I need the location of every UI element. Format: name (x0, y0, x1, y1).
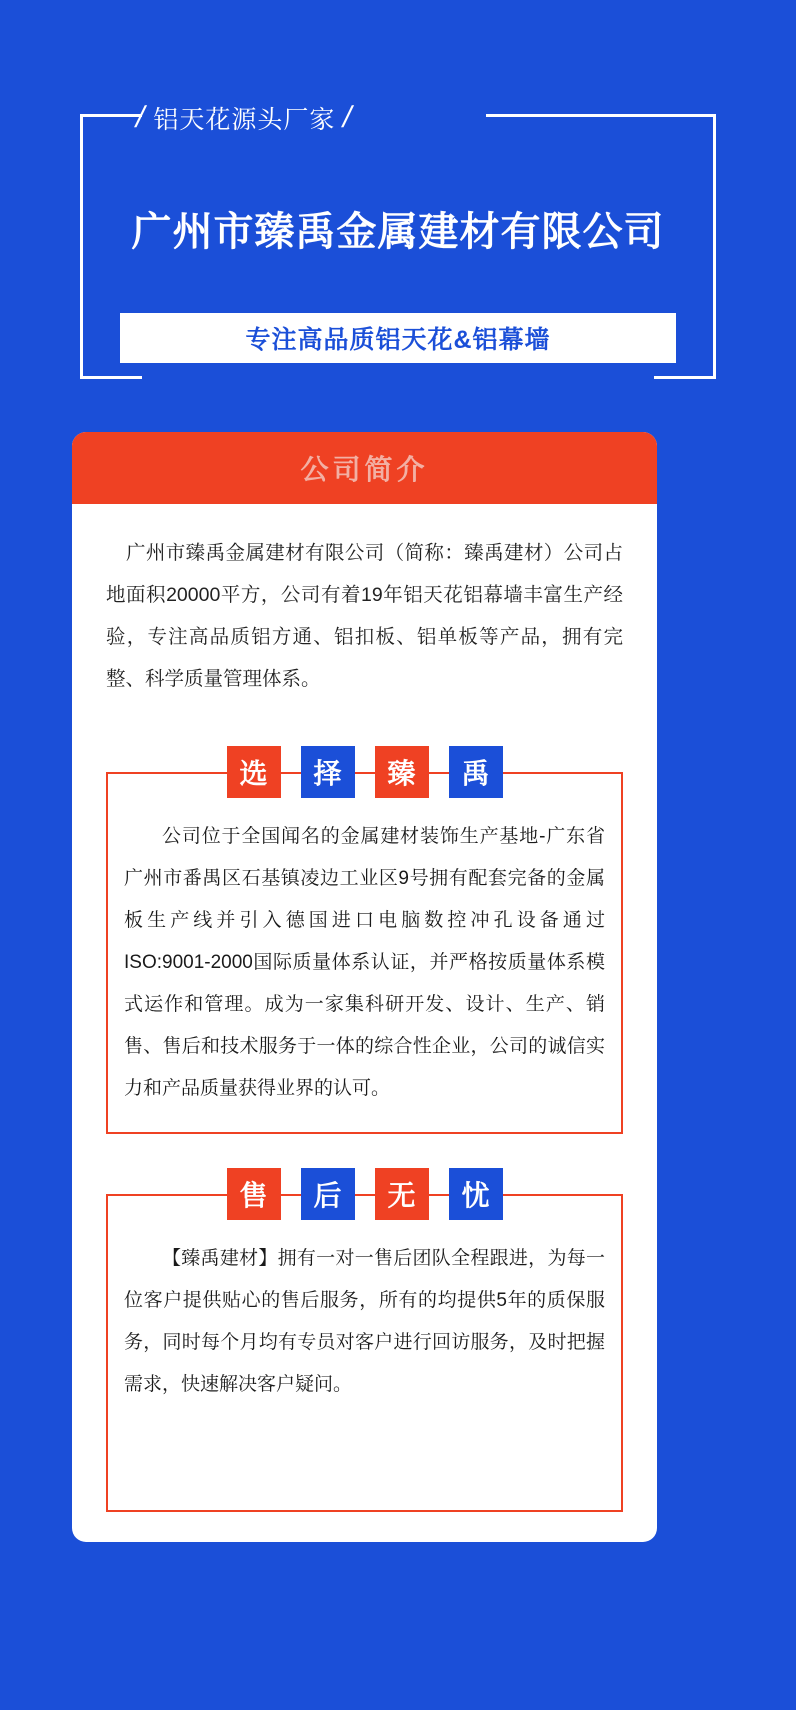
choose-section-body (106, 772, 623, 1134)
company-name: 广州市臻禹金属建材有限公司 (131, 210, 665, 254)
highlight-section-choose (106, 758, 623, 1134)
tag-service-4: 忧 (449, 1168, 503, 1220)
choose-section-text: 公司位于全国闻名的金属建材装饰生产基地-广东省广州市番禺区石基镇凌边工业区9号拥有配套完备的金属板生产线并引入德国进口电脑数控冲孔设备通过ISO:9001-2000国际质量体系认证，并严格按质量体系模式运作和管理。成为一家集科研开发、设计、生产、销售、售后和技术服务于一体的综合性企业，公司的诚信实力和产品质量获得业界的认可。 (124, 826, 605, 1099)
frame-border-bottom-left (80, 376, 142, 379)
header-kicker (128, 100, 361, 136)
subtitle-label: 专注高品质铝天花&铝幕墙 (245, 326, 551, 354)
tag-choose-4: 禹 (449, 746, 503, 798)
highlight-section-service (106, 1180, 623, 1512)
slash-left-icon: / (132, 101, 149, 134)
subtitle-band (120, 313, 676, 363)
tag-row-service (106, 1168, 623, 1220)
tag-choose-1: 选 (227, 746, 281, 798)
service-section-body (106, 1194, 623, 1512)
service-section-text: 【臻禹建材】拥有一对一售后团队全程跟进，为每一位客户提供贴心的售后服务，所有的均提供5年的质保服务，同时每个月均有专员对客户进行回访服务，及时把握需求，快速解决客户疑问。 (124, 1248, 605, 1395)
tag-service-3: 无 (375, 1168, 429, 1220)
content-card (72, 432, 657, 1542)
tag-row-choose (106, 746, 623, 798)
tag-service-2: 后 (301, 1168, 355, 1220)
frame-border-top-right (486, 114, 716, 117)
header-block (80, 100, 716, 390)
tag-service-1: 售 (227, 1168, 281, 1220)
tag-choose-2: 择 (301, 746, 355, 798)
company-intro-text: 广州市臻禹金属建材有限公司（简称：臻禹建材）公司占地面积20000平方，公司有着19年铝天花铝幕墙丰富生产经验，专注高品质铝方通、铝扣板、铝单板等产品，拥有完整、科学质量管理体系。 (106, 542, 623, 690)
section-title-bar (72, 432, 657, 504)
tag-choose-3: 臻 (375, 746, 429, 798)
header-kicker-label: 铝天花源头厂家 (153, 106, 336, 134)
frame-border-bottom-right (654, 376, 716, 379)
section-title-label: 公司简介 (300, 454, 429, 485)
slash-right-icon: / (339, 101, 357, 134)
